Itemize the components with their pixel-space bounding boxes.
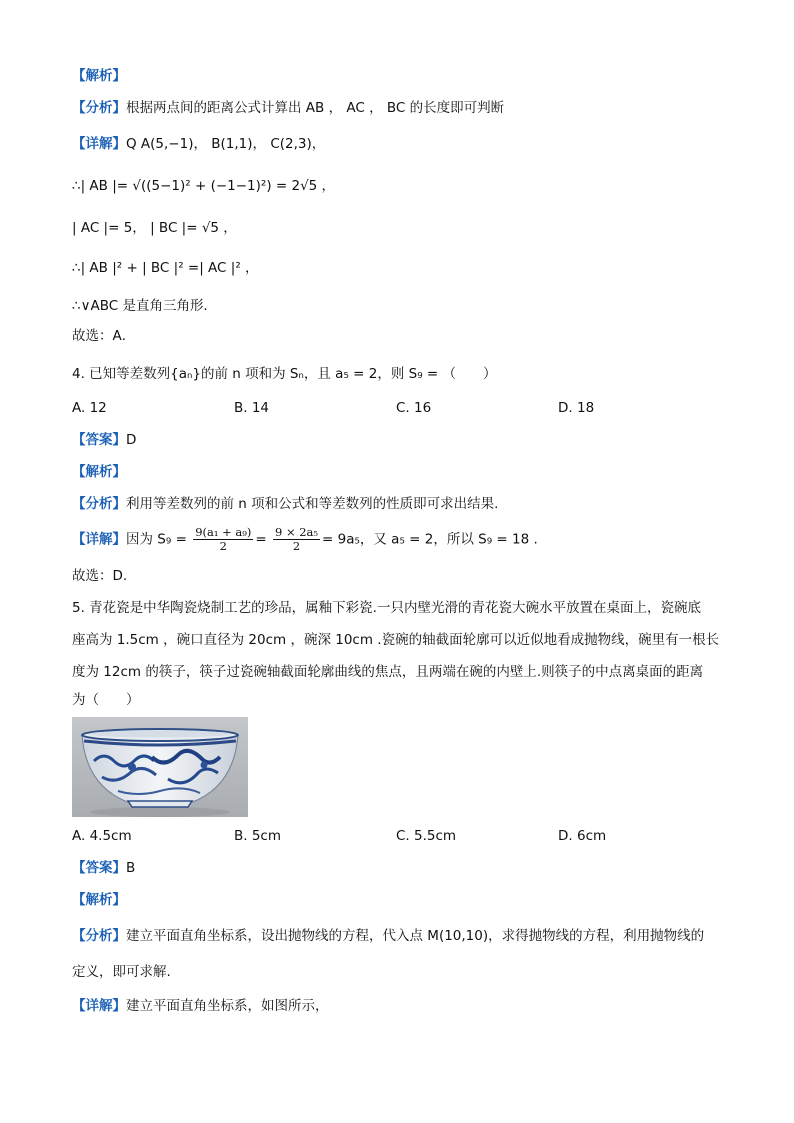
q4-fraction-1-numerator: 9(a₁ + a₉) (195, 525, 252, 539)
q3-line4: ∴| AB |² + | BC |² =| AC |² ， (72, 260, 259, 276)
q4-equals: = (255, 531, 267, 548)
q3-line3: | AC |= 5， | BC |= √5 ， (72, 220, 237, 236)
q4-fraction-1 (193, 526, 253, 553)
q5-detail-text: 建立平面直角坐标系，如图所示， (126, 998, 329, 1014)
q4-reasoning-text: 利用等差数列的前 n 项和公式和等差数列的性质即可求出结果. (126, 496, 499, 512)
q5-reasoning-line2: 定义，即可求解. (72, 964, 171, 980)
q5-stem-line4: 为（ ） (72, 692, 140, 708)
q3-detail-line1: Q A(5,−1)， B(1,1)， C(2,3)， (126, 136, 326, 152)
q4-analysis-tag: 【解析】 (72, 464, 126, 480)
q4-reasoning (72, 494, 498, 514)
q4-fraction-2 (273, 526, 320, 553)
q4-fraction-2-denominator: 2 (292, 539, 301, 553)
blue-white-porcelain-bowl-photo (72, 717, 248, 817)
q4-choice: 故选：D. (72, 568, 128, 584)
q4-detail (72, 526, 538, 553)
reasoning-tag: 【分析】 (72, 100, 126, 116)
bowl-image-icon (72, 717, 248, 817)
q5-reasoning-line1 (72, 926, 704, 946)
q5-answer-tag: 【答案】 (72, 860, 126, 876)
q3-line2: ∴| AB |= √((5−1)² + (−1−1)²) = 2√5 ， (72, 178, 336, 194)
q5-option-c: C. 5.5cm (396, 828, 457, 844)
q4-stem: 4. 已知等差数列{aₙ}的前 n 项和为 Sₙ，且 a₅ = 2，则 S₉ = （ ） (72, 366, 497, 382)
q4-reasoning-tag: 【分析】 (72, 496, 126, 512)
analysis-tag: 【解析】 (72, 68, 126, 84)
q5-detail (72, 996, 329, 1016)
q4-option-a: A. 12 (72, 400, 107, 416)
q4-detail-prefix: 因为 S₉ = (126, 531, 187, 548)
q5-reasoning-text: 建立平面直角坐标系，设出抛物线的方程，代入点 M(10,10)，求得抛物线的方程，利用抛物线的 (126, 928, 705, 944)
detail-tag: 【详解】 (72, 136, 126, 152)
q4-answer-value: D (126, 432, 137, 448)
q4-detail-suffix: = 9a₅，又 a₅ = 2，所以 S₉ = 18 . (322, 531, 538, 548)
q4-option-d: D. 18 (558, 400, 595, 416)
q5-stem-line1: 5. 青花瓷是中华陶瓷烧制工艺的珍品，属釉下彩瓷.一只内壁光滑的青花瓷大碗水平放置在桌面上，瓷碗底 (72, 600, 701, 616)
q5-option-b: B. 5cm (234, 828, 282, 844)
q3-line5: ∴∨ABC 是直角三角形． (72, 298, 217, 314)
q4-option-c: C. 16 (396, 400, 432, 416)
q4-answer (72, 430, 136, 450)
q5-answer-value: B (126, 860, 136, 876)
q3-reasoning-text: 根据两点间的距离公式计算出 AB ， AC ， BC 的长度即可判断 (126, 100, 505, 116)
q5-option-d: D. 6cm (558, 828, 607, 844)
q5-analysis-tag: 【解析】 (72, 892, 126, 908)
q4-fraction-2-numerator: 9 × 2a₅ (274, 525, 319, 539)
q3-choice: 故选：A． (72, 328, 136, 344)
q5-stem-line3: 度为 12cm 的筷子，筷子过瓷碗轴截面轮廓曲线的焦点，且两端在碗的内壁上.则筷子的中点离桌面的距离 (72, 664, 704, 680)
q4-option-b: B. 14 (234, 400, 270, 416)
answer-tag: 【答案】 (72, 432, 126, 448)
q5-stem-line2: 座高为 1.5cm ，碗口直径为 20cm ，碗深 10cm .瓷碗的轴截面轮廓可以近似地看成抛物线，碗里有一根长 (72, 632, 720, 648)
q3-reasoning (72, 98, 504, 118)
q5-option-a: A. 4.5cm (72, 828, 132, 844)
q5-answer (72, 858, 135, 878)
q4-detail-tag: 【详解】 (72, 531, 126, 548)
q5-detail-tag: 【详解】 (72, 998, 126, 1014)
q3-detail (72, 134, 325, 154)
q5-reasoning-tag: 【分析】 (72, 928, 126, 944)
q4-fraction-1-denominator: 2 (219, 539, 227, 553)
